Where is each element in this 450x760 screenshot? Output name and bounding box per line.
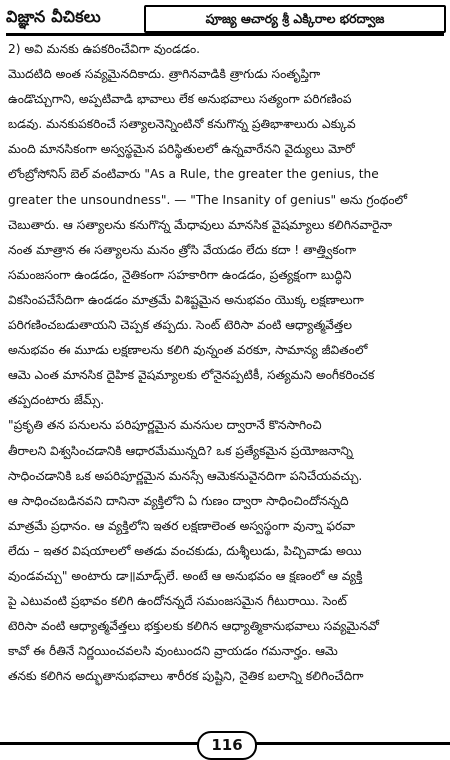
text-line: 2) అవి మనకు ఉపకరించేవిగా వుండడం.	[8, 42, 201, 56]
text-line: మొదటిది అంత సవ్యమైనదికాదు. త్రాగినవాడికి త్రాగుడు సంతృప్తిగా	[8, 67, 321, 82]
text-line: కావో ఈ రీతినే నిర్ణయించవలసి వుంటుందని వ్రాయడం గమనార్హం. ఆమె	[8, 644, 338, 659]
text-line: ఆ సాధించబడినవని దానినా వ్యక్తిలోని ఏ గుణం ద్వారా సాధించిందోనన్నది	[8, 493, 349, 508]
text-line: greater the unsoundness". — "The Insanity of genius" అను గ్రంథంలో	[8, 192, 408, 207]
book-title: విజ్ఞాన వీచికలు	[6, 7, 101, 26]
body-text	[8, 37, 442, 689]
text-line: తీరాలని విశ్వసించడానికి ఆధారమేమున్నది? ఒక ప్రత్యేకమైన ప్రయోజనాన్ని	[8, 443, 353, 458]
text-line: వికసింపచేసేదిగా ఉండడం మాత్రమే విశిష్టమైన అనుభవం యొక్క లక్షణాలుగా	[8, 292, 364, 307]
text-line: సమంజసంగా ఉండడం, నైతికంగా సహకారిగా ఉండడం, ప్రత్యక్షంగా బుద్ధిని	[8, 267, 352, 282]
text-line: పరిగణించబడుతాయని చెప్పక తప్పదు. సెంట్ టెరిసా వంటి ఆధ్యాత్మవేత్తల	[8, 318, 353, 333]
text-line: తనకు కలిగిన అద్భుతానుభవాలు శారీరక పుష్టిని, నైతిక బలాన్ని కలిగించేదిగా	[8, 669, 364, 684]
text-line: బడవు. మనకుపకరించే సత్యాలనెన్నింటినో కనుగొన్న ప్రతిభాశాలురు ఎక్కువ	[8, 117, 356, 132]
text-line: అనుభవం ఈ మూడు లక్షణాలను కలిగి వున్నంత వరకూ, సామాన్య జీవితంలో	[8, 343, 368, 358]
text-line: తప్పదంటారు జేమ్స్.	[8, 393, 105, 408]
text-line: టెరిసా వంటి ఆధ్యాత్మవేత్తలు భక్తులకు కలిగిన ఆధ్యాత్మికానుభవాలు సవ్యమైనవో	[8, 619, 379, 634]
text-line: "ప్రకృతి తన పనులను పరిపూర్ణమైన మనసుల ద్వారానే కొనసాగించి	[8, 418, 322, 433]
text-line: ఆమె ఎంత మానసిక దైహిక వైషమ్యాలకు లోనైనప్పటికీ, సత్యమని అంగీకరించక	[8, 368, 375, 383]
text-line: లోంబ్రోసోనిస్ బెల్ వంటివారు "As a Rule, the greater the genius, the	[8, 167, 379, 182]
text-line: చెబుతారు. ఆ సత్యాలను కనుగొన్న మేధావులు మానసిక వైషమ్యాలు కలిగినవారైనా	[8, 217, 393, 232]
text-line: వుండవచ్చు" అంటారు డా॥మాడ్స్‌లే. అంటే ఆ అనుభవం ఆ క్షణంలో ఆ వ్యక్తి	[8, 568, 363, 583]
page-footer	[0, 729, 450, 760]
text-line: సాధించడానికి ఒక అపరిపూర్ణమైన మనస్సే ఆమెకనువైనదిగా పనిచేయవచ్చు.	[8, 468, 363, 483]
author-box: పూజ్య ఆచార్య శ్రీ ఎక్కిరాల భరద్వాజ	[144, 5, 446, 33]
text-line: మాత్రమే ప్రధానం. ఆ వ్యక్తిలోని ఇతర లక్షణాలెంత అస్వస్థంగా వున్నా ఫరవా	[8, 518, 356, 533]
page-number: 116	[197, 731, 257, 760]
text-line: నంత మాత్రాన ఈ సత్యాలను మనం త్రోసి వేయడం లేదు కదా ! తాత్త్వికంగా	[8, 242, 357, 257]
text-line: పై ఎటువంటి ప్రభావం కలిగి ఉందోనన్నదే సమంజసమైన గీటురాయి. సెంట్	[8, 594, 347, 609]
running-header	[6, 3, 444, 33]
header-rule	[6, 33, 444, 36]
text-line: మంది మానసికంగా అస్వస్థమైన పరిస్థితులలో ఉన్నవారేనని వైద్యులు మోరో	[8, 142, 355, 157]
text-line: ఉండొచ్చుగాని, అప్పటివాడి భావాలు లేక అనుభవాలు సత్యంగా పరిగణింప	[8, 92, 352, 107]
text-line: లేదు – ఇతర విషయాలలో అతడు వంచకుడు, దుశ్శీలుడు, పిచ్చివాడు అయి	[8, 543, 362, 558]
